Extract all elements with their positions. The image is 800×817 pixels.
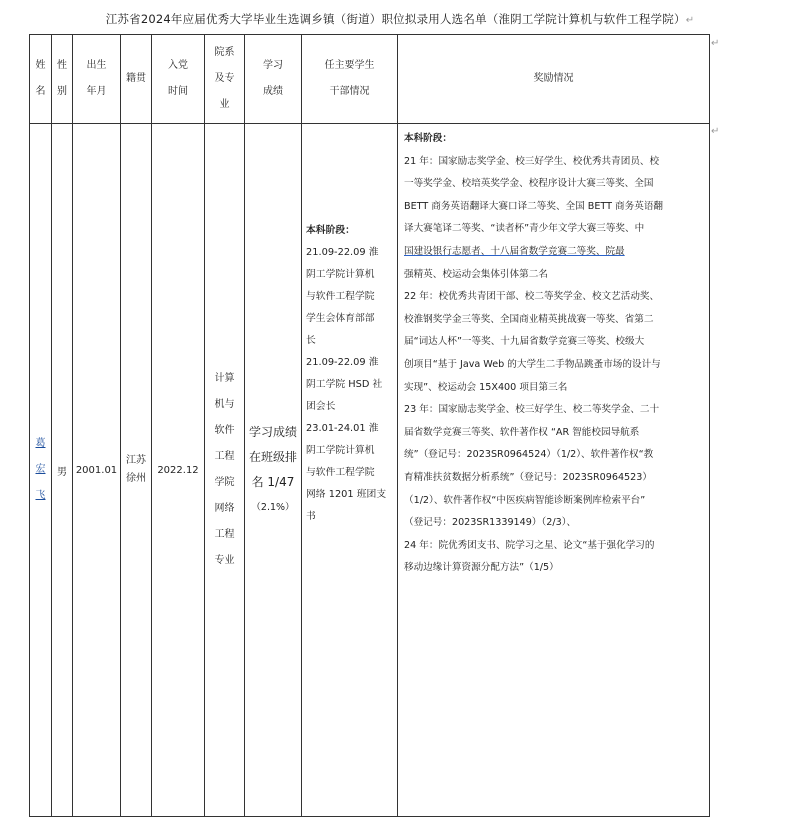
header-award: 奖励情况 <box>398 35 710 124</box>
cell-native: 江苏 徐州 <box>121 124 152 817</box>
header-row <box>30 35 710 124</box>
header-name: 姓 名 <box>30 35 52 124</box>
candidate-table <box>29 34 710 817</box>
cell-party: 2022.12 <box>152 124 205 817</box>
header-native: 籍贯 <box>121 35 152 124</box>
header-grade: 学习 成绩 <box>245 35 302 124</box>
cell-name: 葛 宏 飞 <box>30 124 52 817</box>
row-end-mark: ↵ <box>711 126 720 137</box>
header-party: 入党 时间 <box>152 35 205 124</box>
table-row <box>30 124 710 817</box>
cell-cadre: 本科阶段： 21.09-22.09 淮 阴工学院计算机 与软件工程学院 学生会体育部部 长 21.09-22.09 淮 阴工学院 HSD 社 团会长 23.01-24.01 淮 阴工学院计算机 与软件工程学院 网络 1201 班团支 书 <box>302 124 398 817</box>
cell-birth: 2001.01 <box>73 124 121 817</box>
cell-grade: 学习成绩 在班级排 名 1/47 （2.1%） <box>245 124 302 817</box>
cell-gender: 男 <box>52 124 73 817</box>
document-title: 江苏省2024年应届优秀大学毕业生选调乡镇（街道）职位拟录用人选名单（淮阴工学院计算机与软件工程学院）↵ <box>105 12 695 26</box>
header-major: 院系 及专 业 <box>205 35 245 124</box>
cell-major: 计算 机与 软件 工程 学院 网络 工程 专业 <box>205 124 245 817</box>
row-end-mark: ↵ <box>711 38 720 49</box>
cell-award: 本科阶段： 21 年：国家励志奖学金、校三好学生、校优秀共青团员、校 一等奖学金、校培英奖学金、校程序设计大赛三等奖、全国 BETT 商务英语翻译大赛口译二等奖、全国 BETT 商务英语翻 译大赛笔译二等奖、“读者杯”青少年文学大赛三等奖、中 国建设银行志愿者、十八届省数学竞赛二等奖、院最 强精英、校运动会集体引体第二名 22 年：校优秀共青团干部、校二等奖学金、校文艺活动奖、 校淮钢奖学金三等奖、全国商业精英挑战赛一等奖、省第二 届“词达人杯”一等奖、十九届省数学竞赛三等奖、校级大 创项目“基于 Java Web 的大学生二手物品跳蚤市场的设计与 实现”、校运动会 15X400 项目第三名 23 年：国家励志奖学金、校三好学生、校二等奖学金、二十 届省数学竞赛三等奖、软件著作权 “AR 智能校园导航系 统”（登记号：2023SR0964524）（1/2）、软件著作权“教 育精准扶贫数据分析系统”（登记号：2023SR0964523） （1/2）、软件著作权“中医疾病智能诊断案例库检索平台” （登记号：2023SR1339149）（2/3）、 24 年：院优秀团支书、院学习之星、论文“基于强化学习的 移动边缘计算资源分配方法”（1/5） <box>398 124 710 817</box>
header-birth: 出生 年月 <box>73 35 121 124</box>
header-gender: 性 别 <box>52 35 73 124</box>
header-cadre: 任主要学生 干部情况 <box>302 35 398 124</box>
